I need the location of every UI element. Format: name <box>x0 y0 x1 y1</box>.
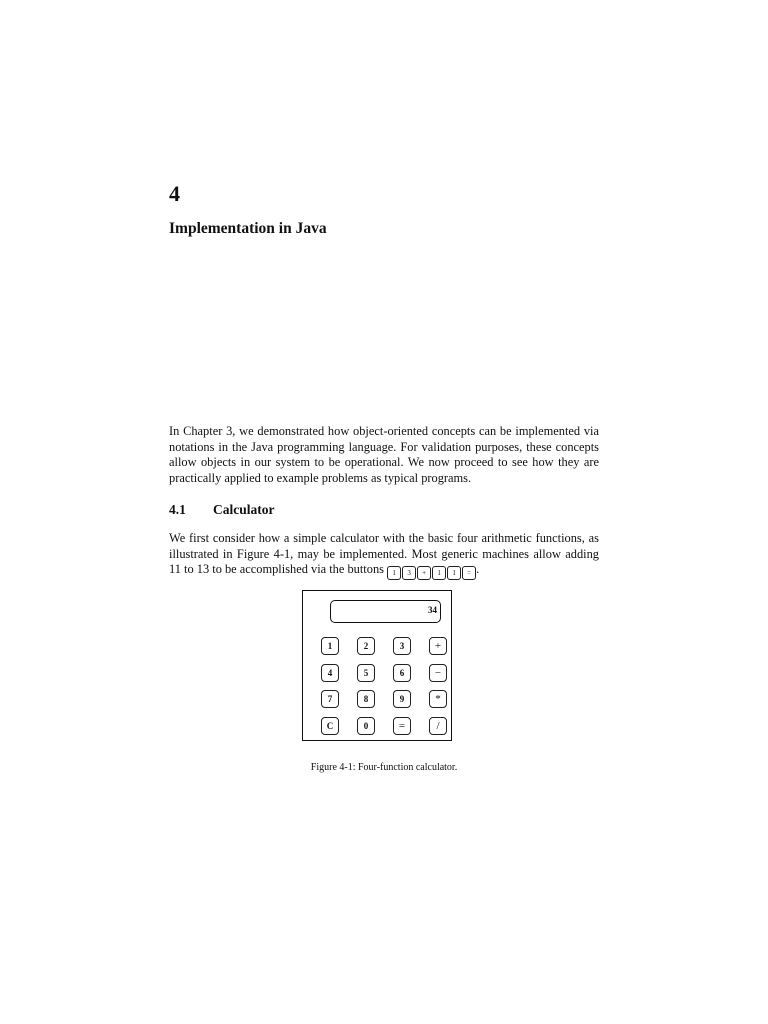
chapter-title: Implementation in Java <box>169 220 327 237</box>
chapter-number: 4 <box>169 181 180 206</box>
calculator-figure <box>302 590 452 741</box>
calculator-paragraph-text: We first consider how a simple calculator with the basic four arithmetic functions, as illustrated in Figure 4-1, may be implemented. Most generic machines allow adding 11 to 13 to be accomplished via the buttons <box>169 531 599 576</box>
calculator-key-9: 9 <box>393 690 411 708</box>
calculator-key-divide: / <box>429 717 447 735</box>
inline-key: 1 <box>432 566 446 580</box>
calculator-key-7: 7 <box>321 690 339 708</box>
calculator-key-6: 6 <box>393 664 411 682</box>
section-number: 4.1 <box>169 502 186 517</box>
calculator-paragraph-end: . <box>476 562 480 576</box>
calculator-key-2: 2 <box>357 637 375 655</box>
intro-paragraph: In Chapter 3, we demonstrated how object-oriented concepts can be implemented via notations in the Java programming language. For validation purposes, these concepts allow objects in our system to be operational. We now proceed to see how they are practically applied to example problems as typical programs. <box>169 424 599 485</box>
section-heading <box>169 502 275 518</box>
calculator-keypad <box>321 637 449 735</box>
calculator-key-equals: = <box>393 717 411 735</box>
calculator-key-8: 8 <box>357 690 375 708</box>
calculator-key-plus: + <box>429 637 447 655</box>
inline-key-sequence <box>387 566 476 580</box>
inline-key: = <box>462 566 476 580</box>
inline-key: 1 <box>387 566 401 580</box>
calculator-key-1: 1 <box>321 637 339 655</box>
inline-key: 3 <box>402 566 416 580</box>
figure-caption: Figure 4-1: Four-function calculator. <box>310 762 458 773</box>
section-title: Calculator <box>213 502 275 517</box>
inline-key: + <box>417 566 431 580</box>
calculator-key-minus: − <box>429 664 447 682</box>
calculator-key-3: 3 <box>393 637 411 655</box>
calculator-key-multiply: * <box>429 690 447 708</box>
inline-key: 1 <box>447 566 461 580</box>
calculator-display: 34 <box>330 600 441 623</box>
calculator-paragraph <box>169 531 599 580</box>
calculator-key-0: 0 <box>357 717 375 735</box>
calculator-key-clear: C <box>321 717 339 735</box>
calculator-key-5: 5 <box>357 664 375 682</box>
calculator-key-4: 4 <box>321 664 339 682</box>
